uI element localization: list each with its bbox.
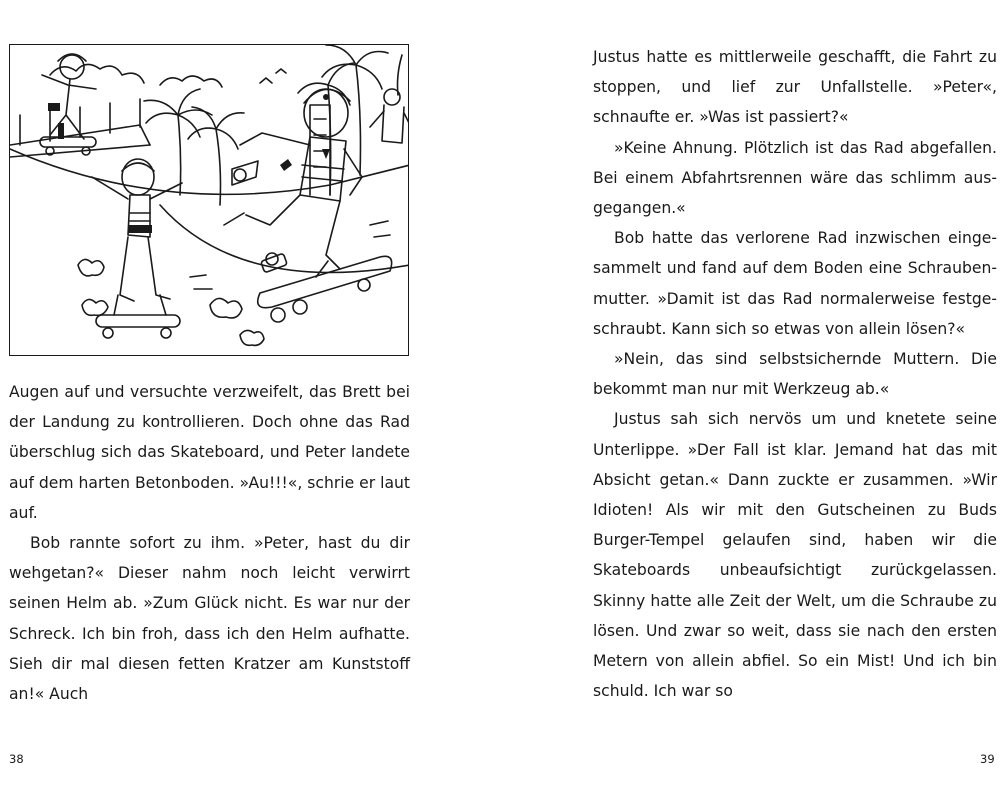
illustration-drawing: [10, 45, 409, 356]
right-page: [500, 0, 1000, 800]
left-page-text: [9, 377, 410, 709]
skatepark-illustration: [9, 44, 409, 356]
right-page-text: [593, 42, 997, 706]
paragraph: Bob rannte sofort zu ihm. »Peter, hast du dir wehgetan?« Dieser nahm noch leicht verwirrt seinen Helm ab. »Zum Glück nicht. Es war nur der Schreck. Ich bin froh, dass ich den Helm aufhatte. Sieh dir mal diesen fetten Kratzer am Kunststoff an!« Auch: [9, 534, 410, 704]
paragraph: Justus hatte es mittlerweile geschafft, die Fahrt zu stoppen, und lief zur Unfallstelle. »Peter«, schnaufte er. »Was ist passiert?«: [593, 48, 997, 127]
paragraph: Justus sah sich nervös um und knetete seine Unterlippe. »Der Fall ist klar. Jemand hat das mit Absicht getan.« Dann zuckte er zusammen. »Wir Idioten! Als wir mit den Gutscheinen zu Buds Burger-Tempel gelaufen sind, haben wir die Skateboards unbeaufsichtigt zurückgelassen. Skinny hatte alle Zeit der Welt, um die Schraube zu lösen. Und zwar so weit, dass sie nach den ersten Metern von allein abfiel. So ein Mist! Und ich bin schuld. Ich war so: [593, 410, 997, 701]
paragraph: »Keine Ahnung. Plötzlich ist das Rad abgefallen. Bei einem Abfahrtsrennen wäre das schlimm ausgegangen.«: [593, 138, 997, 218]
paragraph: »Nein, das sind selbstsichernde Muttern. Die bekommt man nur mit Werkzeug ab.«: [593, 350, 997, 399]
page-number-right: 39: [980, 752, 995, 766]
paragraph: Augen auf und versuchte verzweifelt, das Brett bei der Landung zu kontrollieren. Doch ohne das Rad überschlug sich das Skateboard, und Peter landete auf dem harten Betonboden. »Au!!!«, schrie er laut auf.: [9, 383, 410, 522]
page-number-left: 38: [9, 752, 24, 766]
paragraph: Bob hatte das verlorene Rad inzwischen eingesammelt und fand auf dem Boden eine Schraubenmutter. »Damit ist das Rad normalerweise festgeschraubt. Kann sich so etwas von allein lösen?«: [593, 229, 997, 338]
